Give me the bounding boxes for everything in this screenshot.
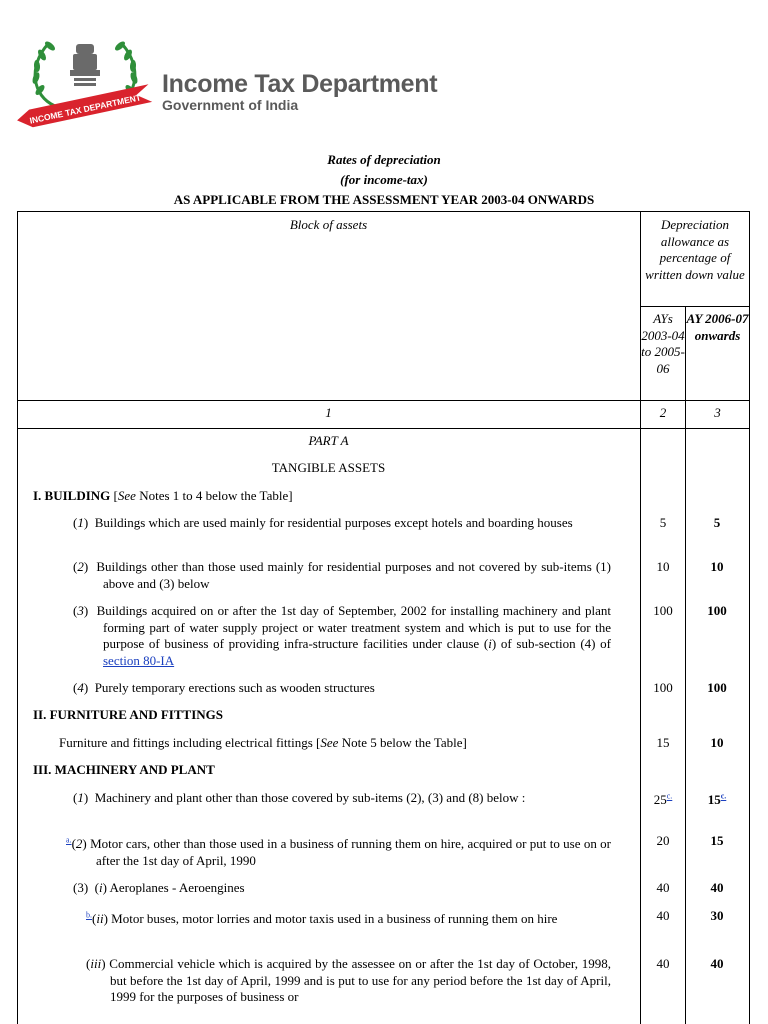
section-building-title: I. BUILDING — [33, 488, 111, 503]
item-number: 3 — [77, 880, 84, 895]
rate-col2: 5 — [659, 515, 667, 530]
rate-col3: 40 — [710, 880, 724, 895]
org-name: Income Tax Department — [162, 70, 438, 98]
item-text: Buildings other than those used mainly for residential purposes and not covered by sub-items (1) above and (3) below — [96, 559, 611, 591]
doc-heading: AS APPLICABLE FROM THE ASSESSMENT YEAR 2003-04 ONWARDS — [173, 192, 595, 207]
note-bracket-open: [ — [113, 488, 118, 503]
rate-col3 — [686, 792, 748, 808]
sub-item-number: ii — [96, 911, 104, 926]
rate-value: 25 — [653, 792, 667, 807]
list-item-machinery-3-iii: (iii) Commercial vehicle which is acquired by the assessee on or after the 1st day of October, 1998, but before the 1st day of April, 1999 and is put to use for any period before the 1st day of April, 1999 for the purposes of business or — [86, 956, 611, 1004]
rate-col3: 40 — [710, 956, 724, 971]
table-border-right — [749, 211, 750, 1024]
rate-col3: 15 — [710, 833, 724, 848]
item-number: 2 — [77, 559, 84, 574]
item-number: 4 — [77, 680, 84, 695]
section-furniture-title: II. FURNITURE AND FITTINGS — [33, 707, 223, 722]
col2-number: 2 — [659, 405, 667, 420]
col3-header: AY 2006-07 onwards — [686, 311, 749, 343]
logo-ribbon-text: INCOME TAX DEPARTMENT — [28, 92, 142, 126]
item-number: 3 — [77, 603, 84, 618]
rate-col2: 100 — [653, 603, 673, 618]
table-subheader-line — [640, 306, 750, 307]
col2-header: AYs 2003-04 to 2005-06 — [641, 311, 685, 376]
list-item-building-2: (2) Buildings other than those used mainly for residential purposes and not covered by sub-items (1) above and (3) below — [73, 559, 611, 591]
item-text: Commercial vehicle which is acquired by the assessee on or after the 1st day of October, 1998, but before the 1st day of April, 1999 and is put to use for any period before the 1st day of April, 1999 for the purposes of business or — [109, 956, 611, 1004]
item-text-cont: ) of sub-section (4) of — [491, 636, 612, 651]
list-item-building-4: (4) Purely temporary erections such as wooden structures — [73, 680, 375, 695]
section-80ia-link[interactable]: section 80-IA — [103, 652, 175, 668]
rate-col2: 40 — [656, 908, 670, 923]
clause-number: i — [488, 636, 492, 651]
list-item-machinery-1: (1) Machinery and plant other than those covered by sub-items (2), (3) and (8) below : — [73, 790, 526, 805]
org-subtitle: Government of India — [162, 97, 299, 113]
note-see: See — [117, 488, 136, 503]
footnote-link[interactable]: c. — [720, 791, 727, 801]
item-number: 1 — [77, 790, 84, 805]
block-of-assets-header: Block of assets — [289, 217, 368, 232]
section-machinery-title: III. MACHINERY AND PLANT — [33, 762, 215, 777]
item-text: Buildings acquired on or after the 1st day of September, 2002 for installing machinery and plant forming part of water supply project or water treatment system and which is put to use for the purpose of business of providing infra-structure facilities under clause ( — [96, 603, 611, 651]
rate-value: 15 — [707, 792, 721, 807]
item-text: Buildings which are used mainly for residential purposes except hotels and boarding houses — [94, 515, 573, 530]
doc-title: Rates of depreciation — [327, 152, 441, 167]
doc-subtitle: (for income-tax) — [340, 172, 428, 187]
rate-col2 — [642, 792, 684, 808]
list-item-machinery-3: (3) (i) Aeroplanes - Aeroengines — [73, 880, 245, 895]
item-text: Machinery and plant other than those covered by sub-items (2), (3) and (8) below : — [94, 790, 526, 805]
tangible-assets-heading: TANGIBLE ASSETS — [271, 460, 386, 475]
item-text: Motor buses, motor lorries and motor taxis used in a business of running them on hire — [111, 911, 558, 926]
rate-col3: 100 — [707, 680, 727, 695]
item-text: Motor cars, other than those used in a business of running them on hire, acquired or put to use on or after the 1st day of April, 1990 — [90, 836, 611, 868]
item-text: Purely temporary erections such as wooden structures — [94, 680, 375, 695]
sub-item-number: iii — [90, 956, 102, 971]
table-border-top — [17, 211, 750, 212]
depreciation-header: Depreciation allowance as percentage of written down value — [645, 217, 745, 282]
rate-col2: 40 — [656, 880, 670, 895]
col1-number: 1 — [325, 405, 332, 420]
rate-col2: 20 — [656, 833, 670, 848]
item-text-cont: Note 5 below the Table] — [338, 735, 467, 750]
note-see: See — [320, 735, 339, 750]
item-text: Aeroplanes - Aeroengines — [109, 880, 245, 895]
note-text: Notes 1 to 4 below the Table] — [135, 488, 293, 503]
part-label: PART A — [308, 433, 349, 448]
rate-col3: 5 — [713, 515, 721, 530]
list-item-furniture-1 — [59, 735, 619, 752]
table-header-bottom — [17, 400, 750, 401]
item-number: 2 — [75, 836, 83, 851]
list-item-building-3: (3) Buildings acquired on or after the 1st day of September, 2002 for installing machinery and plant forming part of water supply project or water treatment system and which is put to use for the purpose of business of providing infra-structure facilities under clause (i) of sub-section (4) of section 80-IA — [73, 603, 612, 668]
rate-col3: 100 — [707, 603, 727, 618]
rate-col2: 40 — [656, 956, 670, 971]
footnote-link[interactable]: c. — [666, 791, 673, 801]
rate-col2: 10 — [656, 559, 670, 574]
col3-number: 3 — [714, 405, 721, 420]
sub-item-number: i — [99, 880, 103, 895]
footnote-link[interactable]: b. — [86, 910, 92, 920]
footnote-link[interactable]: a. — [66, 835, 72, 845]
item-number: 1 — [77, 515, 84, 530]
page-header — [0, 0, 768, 140]
table-colnum-bottom — [17, 428, 750, 429]
rate-col3: 10 — [710, 559, 724, 574]
section-building — [33, 488, 633, 505]
item-text: Furniture and fittings including electrical fittings [ — [59, 735, 321, 750]
list-item-machinery-3-ii: $^{b.}$(ii) Motor buses, motor lorries and motor taxis used in a business of running them on hire — [86, 910, 558, 926]
rate-col2: 100 — [653, 680, 673, 695]
rate-col3: 30 — [710, 908, 724, 923]
income-tax-emblem-icon — [10, 28, 160, 128]
list-item-machinery-2: $^{a.}$(2) Motor cars, other than those used in a business of running them on hire, acquired or put to use on or after the 1st day of April, 1990 — [66, 835, 611, 868]
list-item-building-1: (1) Buildings which are used mainly for residential purposes except hotels and boarding houses — [73, 515, 573, 530]
rate-col2: 15 — [656, 735, 670, 750]
rate-col3: 10 — [710, 735, 724, 750]
table-border-left — [17, 211, 18, 1024]
